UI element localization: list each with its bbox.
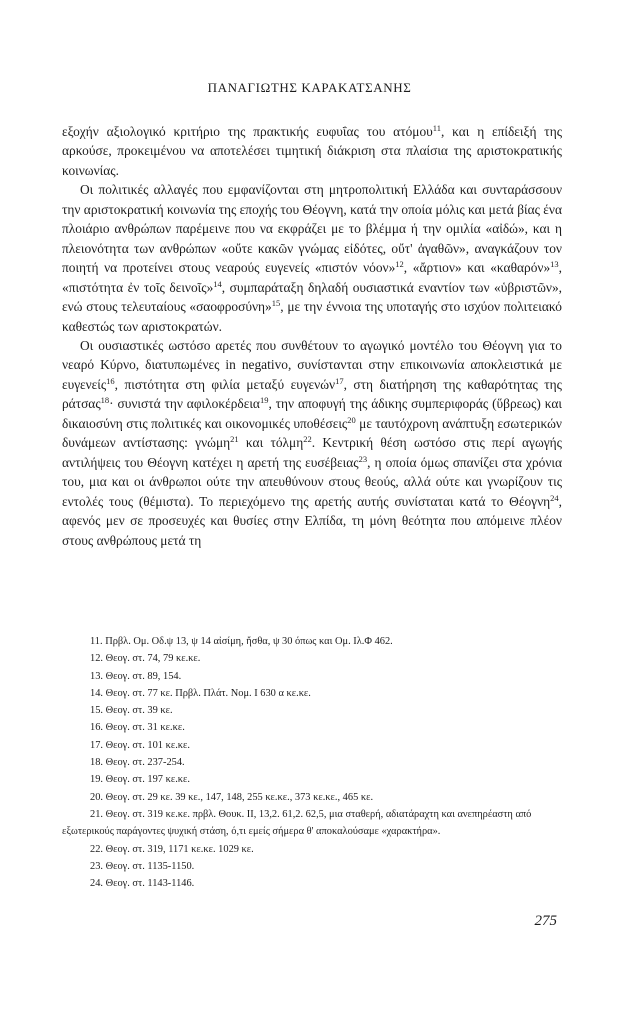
footnote: 19. Θεογ. στ. 197 κε.κε. (90, 774, 190, 786)
text-run: με ταυτόχρονη ανάπτυξη εσωτερικών δυνάμεων αντίστασης: γνώμη (62, 415, 562, 451)
text-run: , «ἄρτιον» και «καθαρόν» (403, 260, 551, 276)
text-run: , πιστότητα στη φιλία μεταξύ ευγενών (114, 376, 336, 392)
text-run: · συνιστά την αφιλοκέρδεια (109, 396, 260, 412)
paragraph (62, 122, 562, 180)
text-run: , συμπαράταξη δηλαδή ουσιαστικά εναντίον των «ὑβριστῶν», ενώ στους τελευταίους «σαοφροσύνη» (62, 279, 562, 315)
footnote: 17. Θεογ. στ. 101 κε.κε. (90, 739, 190, 751)
footnote-ref: 18 (100, 395, 110, 406)
footnote-ref: 20 (347, 414, 356, 425)
paragraph (62, 180, 562, 336)
footnote-ref: 17 (335, 375, 344, 386)
footnote-ref: 12 (395, 259, 404, 270)
footnote: 21. Θεογ. στ. 319 κε.κε. πρβλ. Θουκ. ΙΙ, 13,2. 61,2. 62,5, μια σταθερή, αδιατάραχτη και ανεπηρέαστη από εξωτερικούς παράγοντες ψυχική στάση, ό,τι εμείς σήμερα θ' αποκαλούσαμε «χαρακτήρα». (62, 808, 532, 838)
footnote-ref: 16 (106, 375, 115, 386)
footnote: 20. Θεογ. στ. 29 κε. 39 κε., 147, 148, 255 κε.κε., 373 κε.κε., 465 κε. (90, 791, 374, 803)
footnote: 22. Θεογ. στ. 319, 1171 κε.κε. 1029 κε. (90, 843, 254, 855)
text-run: , με την έννοια της υποταγής στο ισχύον πολιτειακό καθεστώς των αριστοκρατών. (62, 299, 562, 334)
footnote: 16. Θεογ. στ. 31 κε.κε. (90, 722, 185, 734)
text-run: , και η επίδειξή της αρκούσε, προκειμένου να αποτελέσει τιμητική διάκριση στα πλαίσια της αριστοκρατικής κοινωνίας. (62, 124, 562, 178)
footnote: 13. Θεογ. στ. 89, 154. (90, 670, 182, 682)
footnote-ref: 22 (303, 434, 312, 445)
text-run: εξοχήν αξιολογικό κριτήριο της πρακτικής ευφυΐας του ατόμου (62, 124, 433, 139)
page-number: 275 (534, 913, 557, 929)
text-run: , η οποία όμως σπανίζει στα χρόνια του, μια και οι άνθρωποι ούτε την απευθύνουν στους θεούς, αλλά ούτε και γνωρίζουν τις εντολές τους (θέμιστα). Το περιεχόμενο της αρετής αυτής συνίσταται κατά το Θέογνη (62, 454, 562, 509)
main-text (62, 122, 562, 550)
footnote-ref: 13 (550, 259, 559, 270)
footnote-ref: 21 (230, 434, 239, 445)
text-run: , την αποφυγή της άδικης συμπεριφοράς (ὕβρεως) και δικαιοσύνη στις πολιτικές και οικονομικές υποθέσεις (62, 396, 562, 431)
footnote: 18. Θεογ. στ. 237-254. (90, 757, 185, 769)
footnote: 12. Θεογ. στ. 74, 79 κε.κε. (90, 653, 201, 665)
text-run: Οι ουσιαστικές ωστόσο αρετές που συνθέτουν το αγωγικό μοντέλο του Θέογνη για το νεαρό Κύρνο, διατυπωμένες in negativo, συνίστανται στην επικοινωνία αποκλειστικά με ευγενείς (62, 337, 562, 392)
footnote: 11. Πρβλ. Ομ. Οδ.ψ 13, ψ 14 αἰσίμη, ἤσθα, ψ 30 όπως και Ομ. Ιλ.Φ 462. (90, 636, 393, 647)
footnote: 15. Θεογ. στ. 39 κε. (90, 705, 173, 717)
paragraph (62, 336, 562, 550)
text-run: και τόλμη (238, 435, 304, 451)
text-run: , αφενός μεν σε προσευχές και θυσίες στην Ελπίδα, τη μόνη θεότητα που απόμεινε πλέον στους ανθρώπους μετά τη (62, 493, 562, 548)
footnote: 24. Θεογ. στ. 1143-1146. (90, 878, 195, 890)
footnote-ref: 24 (550, 492, 559, 503)
footnote-ref: 19 (259, 395, 269, 406)
footnote: 23. Θεογ. στ. 1135-1150. (90, 860, 195, 872)
footnote-ref: 14 (213, 278, 222, 289)
footnotes (62, 633, 562, 892)
running-title: ΠΑΝΑΓΙΩΤΗΣ ΚΑΡΑΚΑΤΣΑΝΗΣ (207, 80, 412, 95)
footnote-ref: 23 (358, 453, 368, 464)
text-run: Οι πολιτικές αλλαγές που εμφανίζονται στη μητροπολιτική Ελλάδα και συνταράσσουν την αριστοκρατική κοινωνία της εποχής του Θέογνη, κατά την οποία μόλις και μετά βίας ένα πλοιάριο ανθρώπων παρέμεινε που να εκφράζει με το βλέμμα ή την ομιλία «αἰδώ», και η πλειονότητα των ανθρώπων «οὔτε κακῶν γνώμας εἰδότες, οὔτ' ἀγαθῶν», αναγκάζουν τον ποιητή να προτείνει στους νεαρούς ευγενείς «πιστόν νόον» (62, 182, 562, 276)
text-run: , στη διατήρηση της καθαρότητας της ράτσας (62, 376, 562, 412)
text-run: . Κεντρική θέση ωστόσο στις περί αγωγής αντιλήψεις του Θέογνη κατέχει η αρετή της ευσέβειας (62, 435, 562, 470)
footnote-ref: 11 (432, 123, 441, 133)
footnote: 14. Θεογ. στ. 77 κε. Πρβλ. Πλάτ. Νομ. Ι 630 α κε.κε. (90, 687, 311, 699)
footnote-ref: 15 (271, 298, 281, 309)
text-run: , «πιστότητα ἐν τοῖς δεινοῖς» (62, 260, 562, 295)
